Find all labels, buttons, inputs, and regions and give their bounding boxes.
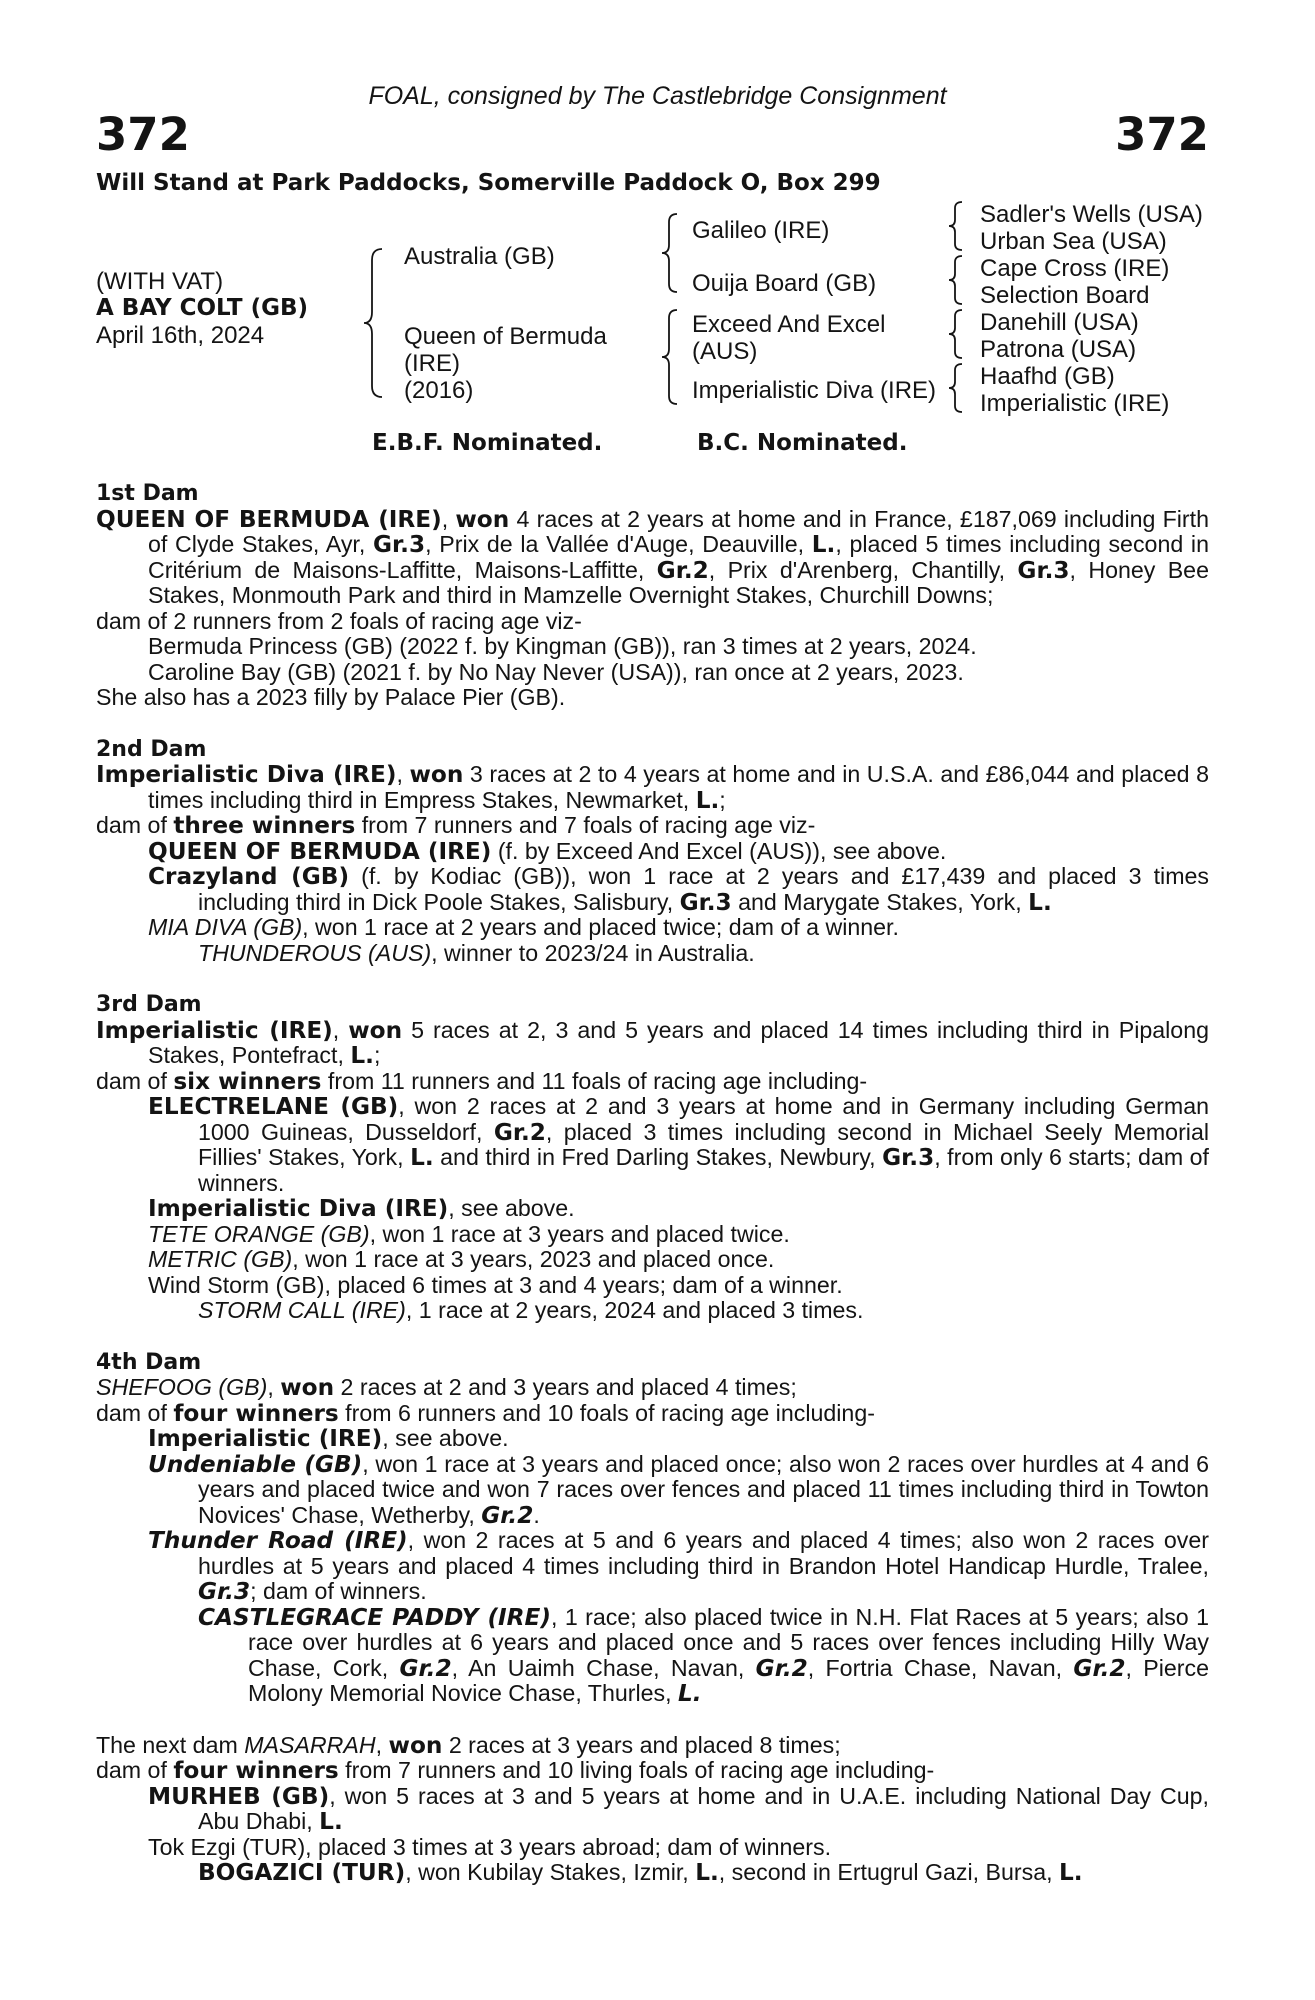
progeny-name: Crazyland (GB) [148, 863, 350, 890]
ggp-2: Urban Sea (USA) [980, 228, 1167, 255]
text: . [533, 1501, 540, 1528]
text: , won Kubilay Stakes, Izmir, [405, 1859, 696, 1885]
won-label: won [455, 505, 510, 533]
progeny-name: Thunder Road (IRE) [148, 1527, 408, 1554]
pedigree-brace-dam [660, 308, 680, 406]
pedigree-brace-galileo [947, 200, 965, 252]
won-label: won [388, 1731, 443, 1759]
progeny-name: THUNDEROUS (AUS) [198, 939, 432, 966]
text: , 1 race; also placed twice in N.H. Flat Races at 5 years; also 1 race over hurdles at 6 years and placed once and 5 races over fences including Hilly Way Chase, Cork, [248, 1603, 1209, 1681]
progeny-name: ELECTRELANE (GB) [148, 1093, 399, 1120]
fourth-dam-paragraph [96, 1375, 1209, 1401]
third-dam-progeny-6 [96, 1298, 1209, 1324]
first-dam-progeny-2: Caroline Bay (GB) (2021 f. by No Nay Never (USA)), ran once at 2 years, 2023. [148, 658, 964, 685]
text: , from only 6 starts; dam of winners. [198, 1144, 1209, 1196]
text: and third in Fred Darling Stakes, Newbury, [433, 1144, 883, 1170]
progeny-name: TETE ORANGE (GB) [148, 1220, 370, 1247]
text: , won 1 race at 2 years and placed twice; dam of a winner. [302, 914, 899, 940]
second-dam-dam-of [96, 813, 1209, 839]
listed: L. [1059, 1859, 1083, 1886]
ggp-4: Selection Board [980, 282, 1150, 309]
progeny-name: QUEEN OF BERMUDA (IRE) [148, 837, 492, 865]
text: , Honey Bee Stakes, Monmouth Park and third in Mamzelle Overnight Stakes, Churchill Downs; [148, 556, 1209, 608]
horse-name: A BAY COLT (GB) [96, 295, 309, 321]
ggp-5: Danehill (USA) [980, 309, 1139, 336]
text: , won 1 race at 3 years, 2023 and placed once. [292, 1246, 775, 1272]
won-label: won [409, 761, 464, 788]
text: dam of [96, 1067, 174, 1094]
text: , Fortria Chase, Navan, [807, 1654, 1074, 1681]
foaling-date: April 16th, 2024 [96, 322, 265, 349]
listed: L. [1028, 888, 1052, 916]
listed: L. [410, 1144, 434, 1171]
listed: L. [811, 531, 836, 558]
pedigree-brace-diva [947, 362, 965, 414]
pedigree-brace-sire [660, 212, 680, 294]
text: (f. by Exceed And Excel (AUS)), see above. [491, 837, 947, 864]
fourth-dam-name: SHEFOOG (GB) [96, 1374, 268, 1400]
grade: Gr.3 [373, 531, 426, 558]
grade: Gr.2 [399, 1654, 452, 1682]
grade: Gr.2 [481, 1501, 534, 1529]
text: , placed 3 times including second in Michael Seely Memorial Fillies' Stakes, York, [198, 1118, 1209, 1170]
dam-record [96, 481, 1209, 1886]
progeny-name: Imperialistic Diva (IRE) [148, 1195, 449, 1222]
second-dam-heading: 2nd Dam [96, 736, 207, 762]
third-dam-progeny-1 [96, 1094, 1209, 1196]
progeny-name: MIA DIVA (GB) [148, 914, 303, 940]
ggp-6: Patrona (USA) [980, 336, 1137, 363]
second-dam-paragraph [96, 762, 1209, 813]
fourth-dam-progeny-4 [96, 1605, 1209, 1707]
first-dam-progeny-1: Bermuda Princess (GB) (2022 f. by Kingman (GB)), ran 3 times at 2 years, 2024. [148, 633, 977, 659]
listed: L. [319, 1808, 343, 1835]
text: from 6 runners and 10 foals of racing age including- [338, 1399, 875, 1426]
grade: Gr.3 [679, 888, 732, 916]
text: 4 races at 2 years at home and in France, £187,069 including Firth of Clyde Stakes, Ayr, [148, 505, 1209, 557]
first-dam-name: QUEEN OF BERMUDA (IRE) [96, 505, 442, 533]
second-dam-progeny-1 [96, 839, 1209, 865]
grade: Gr.2 [656, 556, 709, 584]
dam-line1: Queen of Bermuda [404, 323, 607, 350]
text: ; [373, 1042, 381, 1068]
progeny-name: CASTLEGRACE PADDY (IRE) [198, 1603, 551, 1631]
text: , [332, 1016, 349, 1043]
text: dam of [96, 1757, 174, 1783]
grade: Gr.2 [755, 1654, 808, 1682]
pedigree-brace-exceed [947, 308, 965, 360]
text: , see above. [382, 1425, 509, 1451]
text: from 7 runners and 10 living foals of racing age including- [338, 1757, 935, 1783]
listed: L. [695, 786, 720, 814]
text: and Marygate Stakes, York, [731, 888, 1029, 915]
stand-location: Will Stand at Park Paddocks, Somerville Paddock O, Box 299 [96, 170, 881, 196]
ggp-1: Sadler's Wells (USA) [980, 201, 1203, 228]
text: , winner to 2023/24 in Australia. [431, 939, 755, 966]
fourth-dam-progeny-1 [96, 1426, 1209, 1452]
progeny-name: Imperialistic (IRE) [148, 1425, 383, 1452]
second-dam-progeny-4 [96, 941, 1209, 967]
grade: Gr.3 [1017, 556, 1070, 584]
third-dam-dam-of [96, 1069, 1209, 1095]
listed: L. [695, 1859, 719, 1886]
next-dam-progeny-2: Tok Ezgi (TUR), placed 3 times at 3 years abroad; dam of winners. [148, 1833, 832, 1860]
winners-count: six winners [173, 1067, 322, 1095]
text: , placed 5 times including second in Critérium de Maisons-Laffitte, Maisons-Laffitte, [148, 531, 1209, 583]
text: dam of [96, 1399, 174, 1426]
dam-dam: Imperialistic Diva (IRE) [692, 377, 937, 404]
grade: Gr.2 [1073, 1654, 1126, 1682]
text: , see above. [448, 1195, 575, 1221]
text: , won 2 races at 2 and 3 years at home and in Germany including German 1000 Guineas, Dusseldorf, [198, 1093, 1209, 1145]
first-dam-heading: 1st Dam [96, 481, 199, 506]
text: , 1 race at 2 years, 2024 and placed 3 times. [405, 1297, 864, 1323]
text: , won 2 races at 5 and 6 years and placed 4 times; also won 2 races over hurdles at 5 years and placed 4 times including third in Brandon Hotel Handicap Hurdle, Tralee, [198, 1527, 1210, 1579]
ggp-8: Imperialistic (IRE) [980, 390, 1170, 417]
text: , second in Ertugrul Gazi, Bursa, [718, 1859, 1060, 1885]
winners-count: three winners [173, 812, 356, 839]
ebf-nominated: E.B.F. Nominated. [372, 430, 603, 456]
second-dam-progeny-2 [96, 864, 1209, 915]
third-dam-progeny-5: Wind Storm (GB), placed 6 times at 3 and 4 years; dam of a winner. [148, 1271, 843, 1298]
text: , Prix de la Vallée d'Auge, Deauville, [425, 531, 812, 557]
text: 2 races at 2 and 3 years and placed 4 times; [334, 1374, 797, 1400]
text: , An Uaimh Chase, Navan, [451, 1654, 756, 1681]
sire-sire: Galileo (IRE) [692, 217, 830, 244]
text: , won 5 races at 3 and 5 years at home and in U.A.E. including National Day Cup, Abu Dhabi, [198, 1782, 1209, 1834]
second-dam-name: Imperialistic Diva (IRE) [96, 761, 397, 788]
winners-count: four winners [173, 1399, 339, 1427]
next-dam-dam-of [96, 1758, 1209, 1784]
text: The next dam [96, 1731, 245, 1758]
text: dam of [96, 812, 174, 838]
text: ; dam of winners. [250, 1578, 427, 1604]
first-dam-dam-of: dam of 2 runners from 2 foals of racing age viz- [96, 607, 582, 634]
lot-number-right: 372 [1115, 108, 1209, 161]
text: 5 races at 2, 3 and 5 years and placed 14 times including third in Pipalong Stakes, Pontefract, [148, 1016, 1209, 1068]
listed: L. [350, 1042, 374, 1069]
grade: Gr.3 [198, 1578, 251, 1605]
dam-sire-line1: Exceed And Excel [692, 311, 886, 338]
progeny-name: Undeniable (GB) [148, 1450, 363, 1478]
fourth-dam-progeny-2 [96, 1452, 1209, 1529]
text: , won 1 race at 3 years and placed twice. [369, 1220, 790, 1247]
fourth-dam-progeny-3 [96, 1528, 1209, 1605]
fourth-dam-dam-of [96, 1401, 1209, 1427]
first-dam-paragraph [96, 507, 1209, 609]
lot-number-left: 372 [96, 108, 190, 161]
third-dam-progeny-2 [96, 1196, 1209, 1222]
vat-note: (WITH VAT) [96, 268, 224, 295]
dam-line3: (2016) [404, 377, 474, 404]
text: , [396, 761, 410, 787]
grade: Gr.2 [493, 1118, 546, 1146]
text: , [441, 505, 456, 532]
dam-sire-line2: (AUS) [692, 338, 758, 365]
won-label: won [280, 1374, 335, 1401]
won-label: won [348, 1016, 403, 1044]
third-dam-progeny-3 [96, 1222, 1209, 1248]
next-dam-progeny-1 [96, 1784, 1209, 1835]
next-dam-paragraph [96, 1733, 1209, 1759]
pedigree-brace-parents [362, 246, 386, 401]
listed: L. [678, 1680, 702, 1707]
sire-dam: Ouija Board (GB) [692, 270, 877, 297]
first-dam-also: She also has a 2023 filly by Palace Pier (GB). [96, 684, 566, 710]
next-dam-name: MASARRAH [244, 1731, 376, 1758]
grade: Gr.3 [882, 1144, 935, 1171]
progeny-name: BOGAZICI (TUR) [198, 1859, 406, 1886]
text: from 7 runners and 7 foals of racing age viz- [355, 812, 816, 838]
sire: Australia (GB) [404, 243, 555, 270]
third-dam-heading: 3rd Dam [96, 992, 202, 1017]
progeny-name: METRIC (GB) [148, 1246, 293, 1272]
bc-nominated: B.C. Nominated. [697, 430, 908, 456]
third-dam-paragraph [96, 1018, 1209, 1069]
pedigree-brace-ouija [947, 254, 965, 306]
text: 3 races at 2 to 4 years at home and in U.S.A. and £86,044 and placed 8 times including third in Empress Stakes, Newmarket, [148, 761, 1209, 813]
text: , Prix d'Arenberg, Chantilly, [708, 556, 1018, 583]
fourth-dam-heading: 4th Dam [96, 1349, 202, 1375]
text: (f. by Kodiac (GB)), won 1 race at 2 years and £17,439 and placed 3 times including third in Dick Poole Stakes, Salisbury, [198, 863, 1209, 915]
text: , Pierce Molony Memorial Novice Chase, Thurles, [248, 1654, 1209, 1706]
progeny-name: STORM CALL (IRE) [198, 1297, 406, 1323]
ggp-3: Cape Cross (IRE) [980, 255, 1170, 282]
ggp-7: Haafhd (GB) [980, 363, 1115, 390]
third-dam-name: Imperialistic (IRE) [96, 1016, 333, 1044]
progeny-name: MURHEB (GB) [148, 1782, 330, 1810]
third-dam-progeny-4 [96, 1247, 1209, 1273]
text: , won 1 race at 3 years and placed once; also won 2 races over hurdles at 4 and 6 years and placed twice and won 7 races over fences and placed 11 times including third in Towton Novices' Chase, Wetherby, [198, 1450, 1210, 1528]
text: 2 races at 3 years and placed 8 times; [442, 1731, 841, 1758]
consignment-line: FOAL, consigned by The Castlebridge Consignment [368, 82, 947, 110]
second-dam-progeny-3 [96, 915, 1209, 941]
text: , [375, 1731, 389, 1758]
next-dam-progeny-3 [96, 1860, 1209, 1886]
winners-count: four winners [173, 1757, 339, 1784]
text: ; [719, 786, 726, 813]
text: , [267, 1374, 281, 1400]
text: from 11 runners and 11 foals of racing age including- [321, 1067, 868, 1094]
dam-line2: (IRE) [404, 350, 460, 377]
